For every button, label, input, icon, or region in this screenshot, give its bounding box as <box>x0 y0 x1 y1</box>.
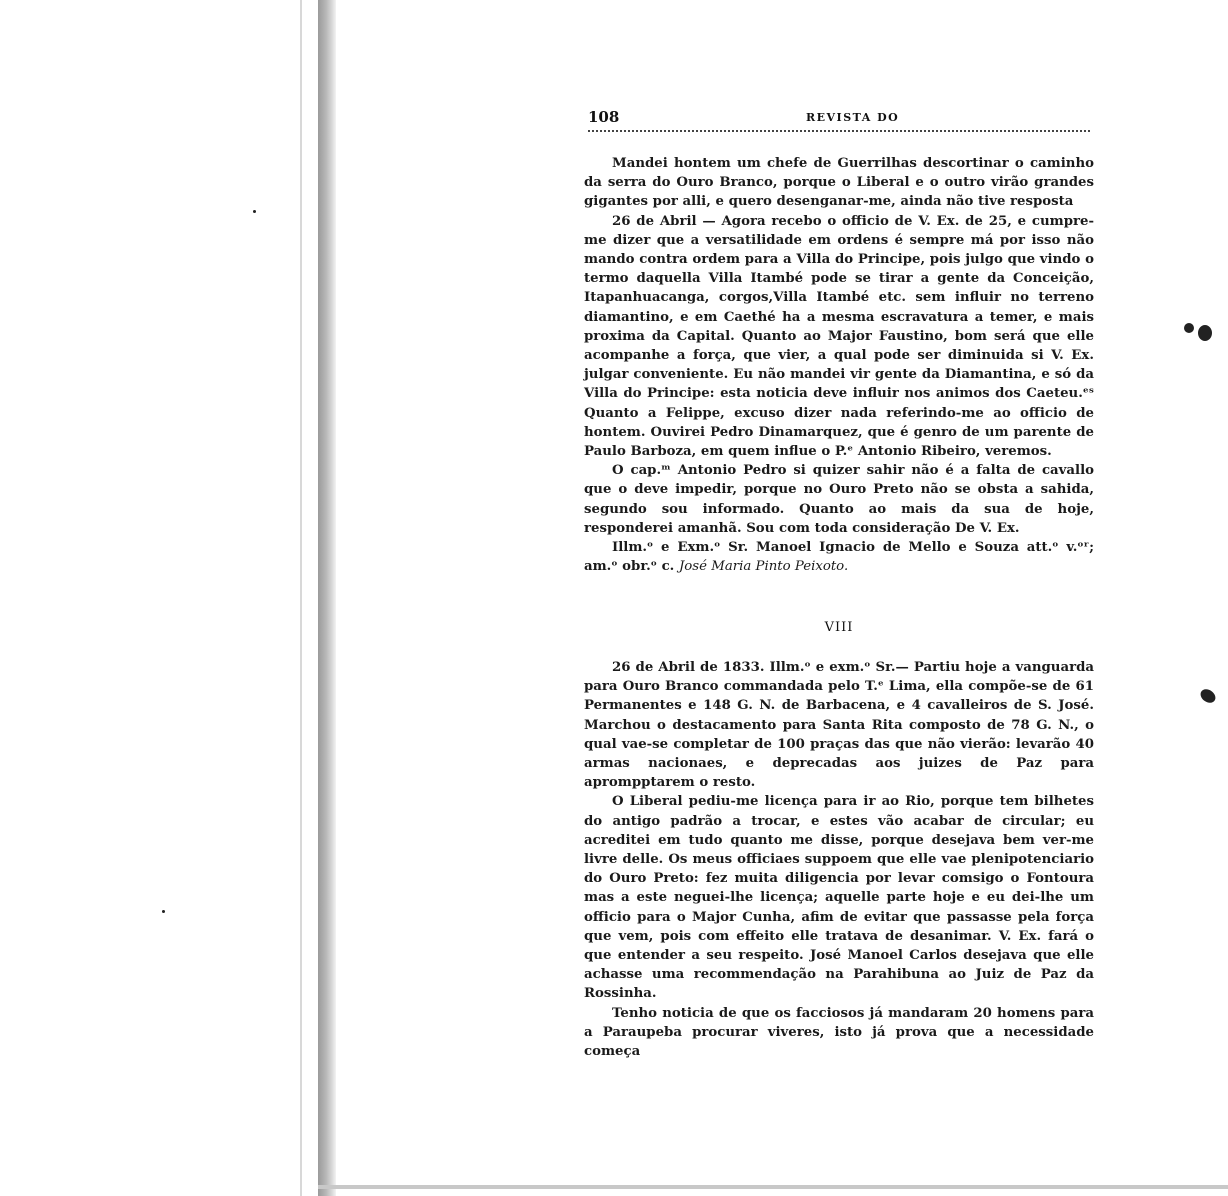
closing-text: Illm.ᵒ e Exm.ᵒ Sr. Manoel Ignacio de Mello e Souza att.ᵒ v.ᵒʳ; am.ᵒ obr.ᵒ c. <box>584 540 1094 575</box>
scan-speck <box>1198 325 1212 341</box>
scan-speck <box>1184 323 1194 333</box>
paragraph: 26 de Abril — Agora recebo o officio de V. Ex. de 25, e cumpre-me dizer que a versatilidade em ordens é sempre má por isso não mando contra ordem para a Villa do Principe, pois julgo que vindo o termo daquella Villa Itambé pode se tirar a gente da Conceição, Itapanhuacanga, corgos,Villa Itambé etc. sem influir no terreno diamantino, e em Caethé ha a mesma escravatura a temer, e mais proxima da Capital. Quanto ao Major Faustino, bom será que elle acompanhe a força, que vier, a qual pode ser diminuida si V. Ex. julgar conveniente. Eu não mandei vir gente da Diamantina, e só da Villa do Principe: esta noticia deve influir nos animos dos Caeteu.ᵉˢ Quanto a Felippe, excuso dizer nada referindo-me ao officio de hontem. Ouvirei Pedro Dinamarquez, que é genro de um parente de Paulo Barboza, em quem influe o P.ᵉ Antonio Ribeiro, veremos. <box>584 213 1094 460</box>
paragraph: 26 de Abril de 1833. Illm.ᵒ e exm.ᵒ Sr.— Partiu hoje a vanguarda para Ouro Branco commandada pelo T.ᵉ Lima, ella compõe-se de 61 Permanentes e 148 G. N. de Barbacena, e 4 cavalleiros de S. José. Marchou o destacamento para Santa Rita composto de 78 G. N., o qual vae-se completar de 100 praças das que não vierão: levarão 40 armas nacionaes, e deprecadas aos juizes de Paz para aprompptarem o resto. <box>584 660 1094 791</box>
section-number: VIII <box>824 620 854 635</box>
paragraph: Tenho noticia de que os facciosos já mandaram 20 homens para a Paraupeba procurar viveres, isto já prova que a necessidade começa <box>584 1005 1094 1060</box>
page-number: 108 <box>588 108 620 126</box>
closing-paragraph <box>584 538 1094 576</box>
page-header <box>588 108 1090 132</box>
running-head: REVISTA DO <box>806 111 900 124</box>
scan-speck <box>1198 686 1218 705</box>
paragraph: Mandei hontem um chefe de Guerrilhas descortinar o caminho da serra do Ouro Branco, porque o Liberal e o outro virão grandes gigantes por alli, e quero desenganar-me, ainda não tive resposta <box>584 156 1094 210</box>
paragraph: O cap.ᵐ Antonio Pedro si quizer sahir não é a falta de cavallo que o deve impedir, porque no Ouro Preto não se obsta a sahida, segundo sou informado. Quanto ao mais da sua de hoje, responderei amanhã. Sou com toda consideração De V. Ex. <box>584 463 1094 536</box>
book-gutter-shadow <box>318 0 336 1196</box>
signature: José Maria Pinto Peixoto. <box>678 559 849 575</box>
text-block-letter <box>584 154 1094 576</box>
paragraph: O Liberal pediu-me licença para ir ao Rio, porque tem bilhetes do antigo padrão a trocar, e estes vão acabar de circular; eu acreditei em tudo quanto me disse, porque desejava bem ver-me livre delle. Os meus officiaes suppoem que elle vae plenipotenciario do Ouro Preto: fez muita diligencia por levar comsigo o Fontoura mas a este neguei-lhe licença; aquelle parte hoje e eu dei-lhe um officio para o Major Cunha, afim de evitar que passasse pela força que vem, pois com effeito elle tratava de desanimar. V. Ex. fará o que entender a seu respeito. José Manoel Carlos desejava que elle achasse uma recommendação na Parahibuna ao Juiz de Paz da Rossinha. <box>584 794 1094 1002</box>
scan-speck <box>162 910 165 913</box>
text-block-section-viii <box>584 658 1094 1061</box>
scan-speck <box>253 210 256 213</box>
gutter-line <box>300 0 302 1196</box>
page-bottom-edge <box>318 1185 1228 1189</box>
